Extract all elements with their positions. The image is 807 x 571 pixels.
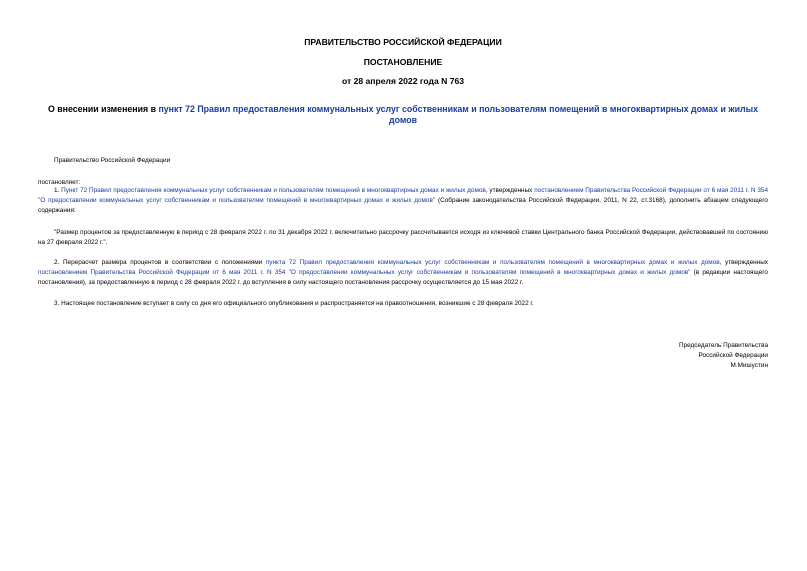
title-prefix: О внесении изменения в	[47, 104, 159, 114]
paragraph-1	[38, 186, 768, 216]
signature-name: М.Мишустин	[730, 362, 768, 369]
signature-block	[598, 341, 768, 371]
p1-link-resolution-354[interactable]: постановлением Правительства Российской Федерации от 6 мая 2011 г. N 354 "О предоставлении коммунальных услуг собственникам и пользователям помещений в многоквартирных домах и жилых домов"	[38, 187, 768, 204]
decides-text: постановляет:	[38, 179, 81, 186]
p2-link-resolution-354[interactable]: постановлением Правительства Российской Федерации от 6 мая 2011 г. N 354 "О предоставлении коммунальных услуг собственникам и пользователям помещений в многоквартирных домах и жилых домов"	[38, 269, 691, 276]
intro-text: Правительство Российской Федерации	[54, 157, 171, 164]
paragraph-2	[38, 258, 768, 288]
p1-number: 1.	[54, 187, 62, 194]
document-authority: ПРАВИТЕЛЬСТВО РОССИЙСКОЙ ФЕДЕРАЦИИ	[304, 37, 502, 47]
quoted-paragraph: "Размер процентов за предоставленную в период с 28 февраля 2022 г. по 31 декабря 2022 г. включительно рассрочку рассчитывается исходя из ключевой ставки Центрального банка Российской Федерации, действовавшей по состоянию на 27 февраля 2022 г.".	[38, 229, 768, 246]
signature-title: Председатель Правительства	[679, 342, 768, 349]
paragraph-3: 3. Настоящее постановление вступает в силу со дня его официального опубликования и распространяется на правоотношения, возникшие с 28 февраля 2022 г.	[54, 300, 534, 307]
p2-text-2: , утвержденных	[719, 259, 768, 266]
p2-text-3: (в редакции настоящего постановления), за предоставленную в период с 28 февраля 2022 г. до вступления в силу настоящего постановления рассрочку осуществляется до 15 мая 2022 г.	[38, 269, 768, 286]
document-title	[38, 104, 768, 126]
p1-link-item72[interactable]: Пункт 72 Правил предоставления коммунальных услуг собственникам и пользователям помещений в многоквартирных домах и жилых домов	[61, 187, 486, 194]
signature-country: Российской Федерации	[698, 352, 768, 359]
p1-text-1: , утвержденных	[485, 187, 535, 194]
p2-link-item72[interactable]: пункта 72 Правил предоставления коммунальных услуг собственникам и пользователям помещений в многоквартирных домах и жилых домов	[265, 259, 720, 266]
document-date-number: от 28 апреля 2022 года N 763	[341, 76, 465, 86]
p1-text-2: (Собрание законодательства Российской Федерации, 2011, N 22, ст.3168), дополнить абзацем следующего содержания:	[38, 197, 768, 214]
p2-text-1: 2. Перерасчет размера процентов в соответствии с положениями	[54, 259, 266, 266]
document-type: ПОСТАНОВЛЕНИЕ	[363, 57, 443, 67]
title-link[interactable]: пункт 72 Правил предоставления коммунальных услуг собственникам и пользователям помещений в многоквартирных домах и жилых домов	[158, 104, 759, 125]
